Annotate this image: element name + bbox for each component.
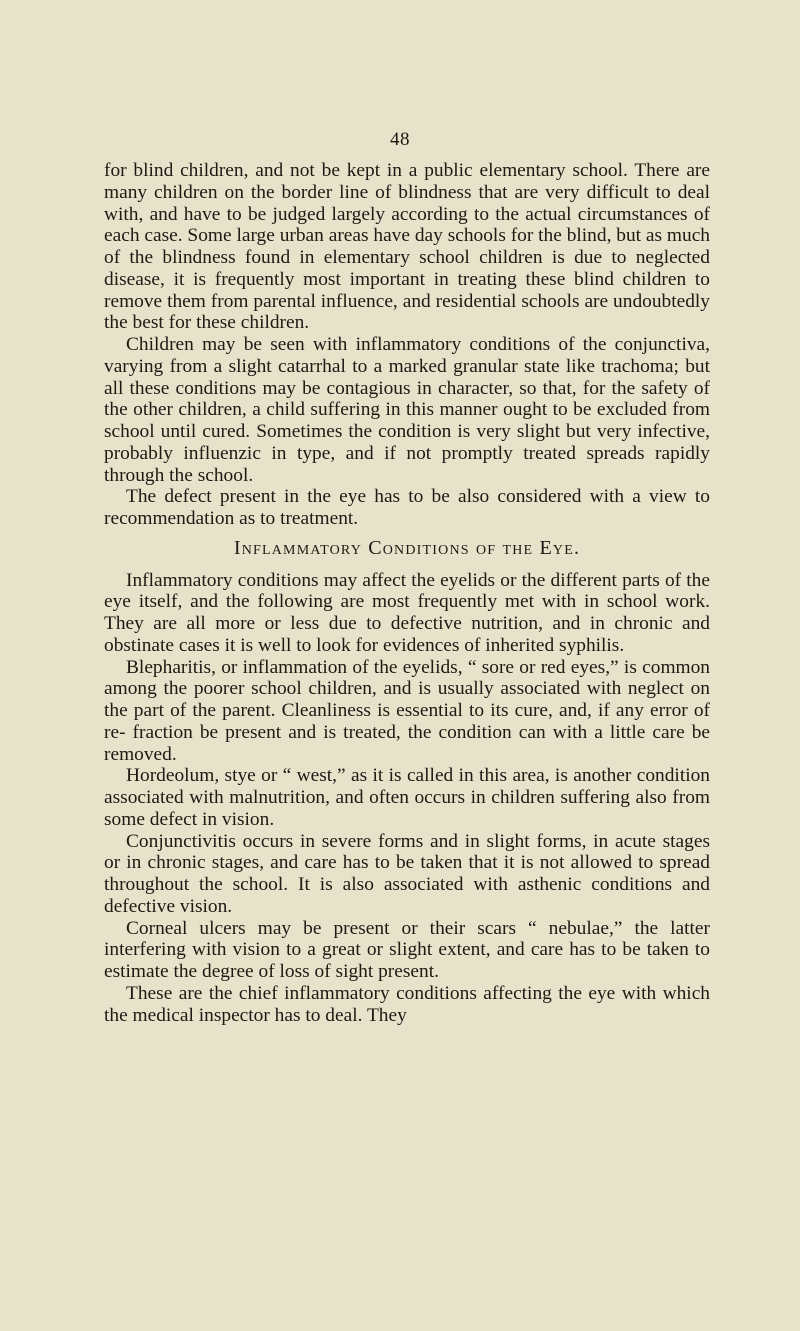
- paragraph-inflammatory-intro: Inflammatory conditions may affect the eyelids or the different parts of the eye itself, and the following are most frequently met with in school work. They are all more or less due to defective nutrition, and in chronic and obstinate cases it is well to look for evidences of inherited syphilis.: [104, 569, 710, 656]
- body-text: [104, 160, 710, 1026]
- paragraph-blepharitis: Blepharitis, or inflammation of the eyelids, “ sore or red eyes,” is common among the poorer school children, and is usually associated with neglect on the part of the parent. Cleanliness is essential to its cure, and, if any error of re- fraction be present and is treated, the condition can with a little care be removed.: [104, 656, 710, 765]
- paragraph-summary: These are the chief inflammatory conditions affecting the eye with which the medical inspector has to deal. They: [104, 982, 710, 1026]
- paragraph-conjunctivitis: Conjunctivitis occurs in severe forms and in slight forms, in acute stages or in chronic stages, and care has to be taken that it is not allowed to spread throughout the school. It is also associated with asthenic conditions and defective vision.: [104, 830, 710, 917]
- paragraph-hordeolum: Hordeolum, stye or “ west,” as it is called in this area, is another condition associated with malnutrition, and often occurs in children suffering also from some defect in vision.: [104, 765, 710, 830]
- paragraph-continued: for blind children, and not be kept in a public elementary school. There are many children on the border line of blindness that are very difficult to deal with, and have to be judged largely according to the actual circumstances of each case. Some large urban areas have day schools for the blind, but as much of the blindness found in elementary school children is due to neglected disease, it is frequently most important in treating these blind children to remove them from parental influence, and residential schools are undoubtedly the best for these children.: [104, 160, 710, 334]
- paragraph-conjunctiva: Children may be seen with inflammatory conditions of the conjunctiva, varying from a slight catarrhal to a marked granular state like trachoma; but all these conditions may be contagious in character, so that, for the safety of the other children, a child suffering in this manner ought to be excluded from school until cured. Sometimes the condition is very slight but very infective, probably influenzic in type, and if not promptly treated spreads rapidly through the school.: [104, 334, 710, 486]
- section-heading: Inflammatory Conditions of the Eye.: [233, 536, 581, 559]
- page-number: 48: [390, 129, 410, 150]
- paragraph-corneal-ulcers: Corneal ulcers may be present or their scars “ nebulae,” the latter interfering with vision to a great or slight extent, and care has to be taken to estimate the degree of loss of sight present.: [104, 917, 710, 982]
- paragraph-defect: The defect present in the eye has to be also considered with a view to recommendation as to treatment.: [104, 486, 710, 529]
